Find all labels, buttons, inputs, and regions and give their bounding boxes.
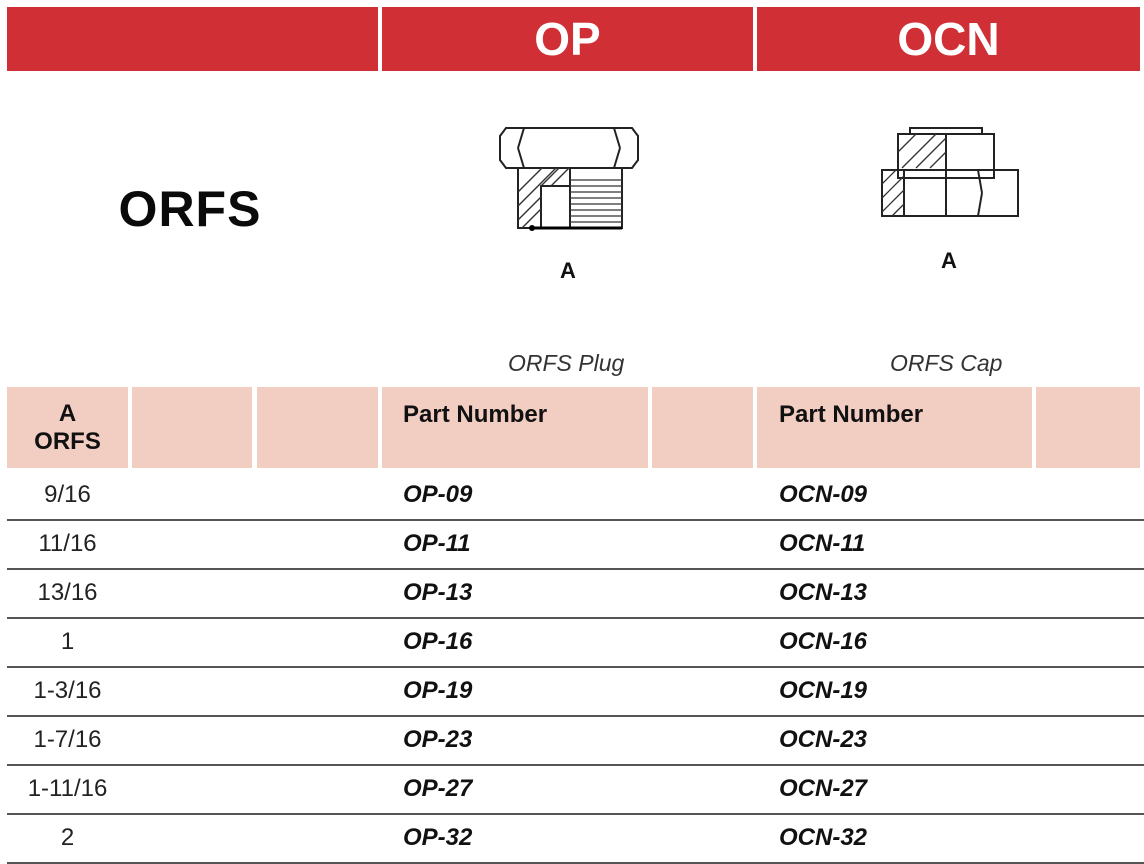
op-part-number: OP-11 [403,530,471,557]
op-part-number: OP-27 [403,775,473,802]
size-cell: 1-7/16 [33,726,102,753]
header-op-part-label: Part Number [403,401,548,428]
ocn-part-number: OCN-11 [779,530,866,557]
table-row [7,715,1144,766]
size-cell: 9/16 [44,481,91,508]
header-empty-cell [257,387,378,468]
header-blank-cell [7,7,378,71]
size-cell: 2 [60,824,75,851]
ocn-part-number: OCN-09 [779,481,868,508]
op-part-number: OP-16 [403,628,473,655]
size-cell: 13/16 [37,579,98,606]
ocn-part-number: OCN-23 [779,726,868,753]
ocn-part-number: OCN-16 [779,628,868,655]
table-row [7,568,1144,619]
table-row [7,470,1144,521]
op-part-number: OP-19 [403,677,473,704]
header-empty-cell [132,387,252,468]
section-title: ORFS [118,181,262,237]
header-empty-cell [652,387,753,468]
header-size-cell [7,387,128,468]
table-row [7,666,1144,717]
header-size-line1: A [58,399,77,427]
size-cell: 1-11/16 [27,775,108,802]
plug-dimension-label: A [560,258,576,283]
header-empty-cell [1036,387,1140,468]
cap-drawing-icon [878,124,1020,218]
table-row [7,813,1144,864]
table-row [7,617,1144,668]
table-row [7,519,1144,570]
ocn-part-number: OCN-27 [779,775,868,802]
header-ocn: OCN [757,7,1140,71]
cap-dimension-label: A [941,248,957,273]
header-size-line2: ORFS [34,427,101,455]
header-op-part-cell [382,387,648,468]
plug-drawing-icon [496,122,641,234]
op-part-number: OP-23 [403,726,473,753]
size-cell: 1-3/16 [33,677,102,704]
cap-caption: ORFS Cap [890,350,1003,376]
ocn-part-number: OCN-19 [779,677,868,704]
plug-caption: ORFS Plug [508,350,625,376]
ocn-part-number: OCN-13 [779,579,868,606]
size-cell: 11/16 [38,530,97,557]
header-ocn-part-cell [757,387,1032,468]
ocn-part-number: OCN-32 [779,824,868,851]
size-cell: 1 [60,628,75,655]
op-part-number: OP-13 [403,579,473,606]
header-ocn-part-label: Part Number [779,401,924,428]
op-part-number: OP-09 [403,481,473,508]
header-op: OP [382,7,753,71]
op-part-number: OP-32 [403,824,473,851]
table-row [7,764,1144,815]
